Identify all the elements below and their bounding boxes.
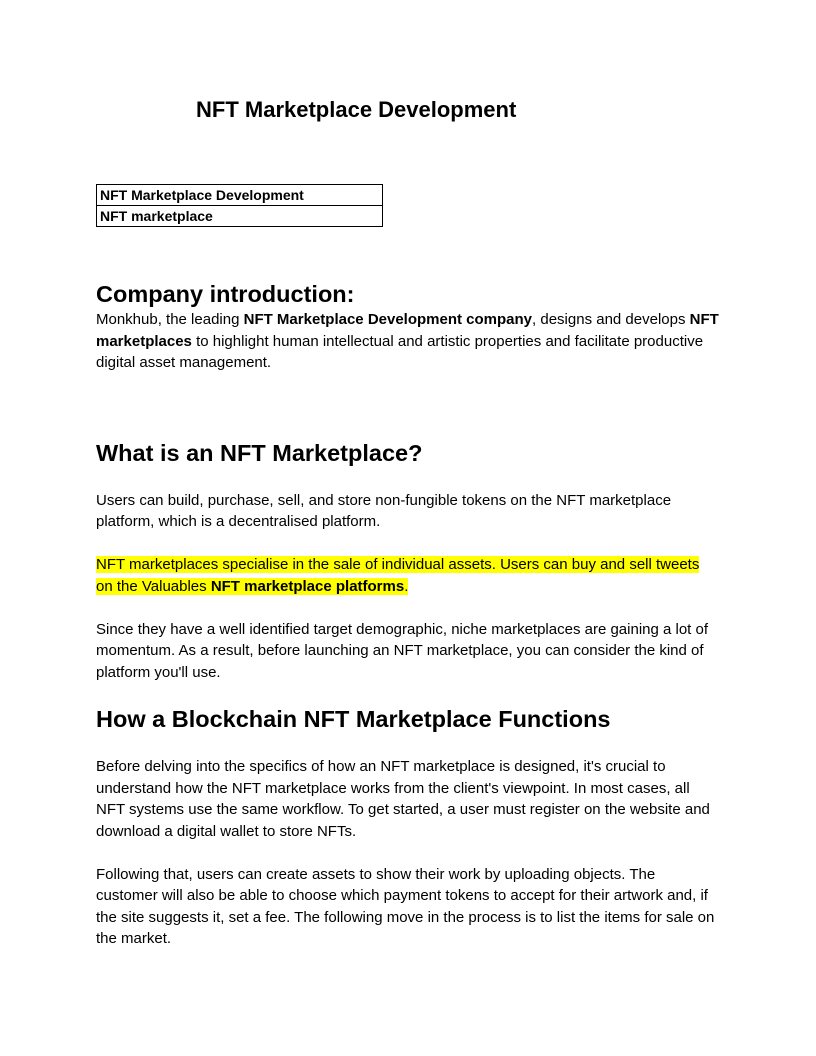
table-row [97,185,383,206]
what-paragraph-2-highlighted [96,554,720,597]
what-p2-end: . [404,577,409,595]
how-paragraph-2: Following that, users can create assets to show their work by uploading objects. The customer will also be able to choose which payment tokens to accept for their artwork and, if the site suggests it, set a fee. The following move in the process is to list the items for sale on the market. [96,865,715,947]
table-cell: NFT Marketplace Development [97,185,383,206]
what-paragraph-3: Since they have a well identified target demographic, niche marketplaces are gaining a lot of momentum. As a result, before launching an NFT marketplace, you can consider the kind of platform you'll use. [96,620,709,681]
section-heading-how: How a Blockchain NFT Marketplace Functions [96,706,611,732]
how-paragraph-1: Before delving into the specifics of how an NFT marketplace is designed, it's crucial to understand how the NFT marketplace works from the client's viewpoint. In most cases, all NFT systems use the same workflow. To get started, a user must register on the website and download a digital wallet to store NFTs. [96,758,710,840]
document-title: NFT Marketplace Development [196,97,517,122]
intro-paragraph [96,309,720,374]
table-cell: NFT marketplace [97,206,383,227]
section-heading-what: What is an NFT Marketplace? [96,439,423,466]
table-row [97,206,383,227]
keywords-table [96,184,383,227]
intro-bold-1: NFT Marketplace Development company [243,311,533,328]
document-body [96,279,720,950]
intro-text-2: , designs and develops [532,311,690,328]
intro-text-1: Monkhub, the leading [96,311,244,328]
what-p2-bold: NFT marketplace platforms [210,577,405,595]
intro-text-3: to highlight human intellectual and artistic properties and facilitate productive digital asset management. [96,332,704,371]
highlight [96,556,699,595]
what-p2-text: NFT marketplaces specialise in the sale of individual assets. Users can buy and sell tweets on the Valuables [96,556,700,595]
intro-bold-2: NFT marketplaces [96,311,719,350]
what-paragraph-1: Users can build, purchase, sell, and store non-fungible tokens on the NFT marketplace platform, which is a decentralised platform. [96,491,672,530]
section-heading-intro: Company introduction: [96,281,355,307]
